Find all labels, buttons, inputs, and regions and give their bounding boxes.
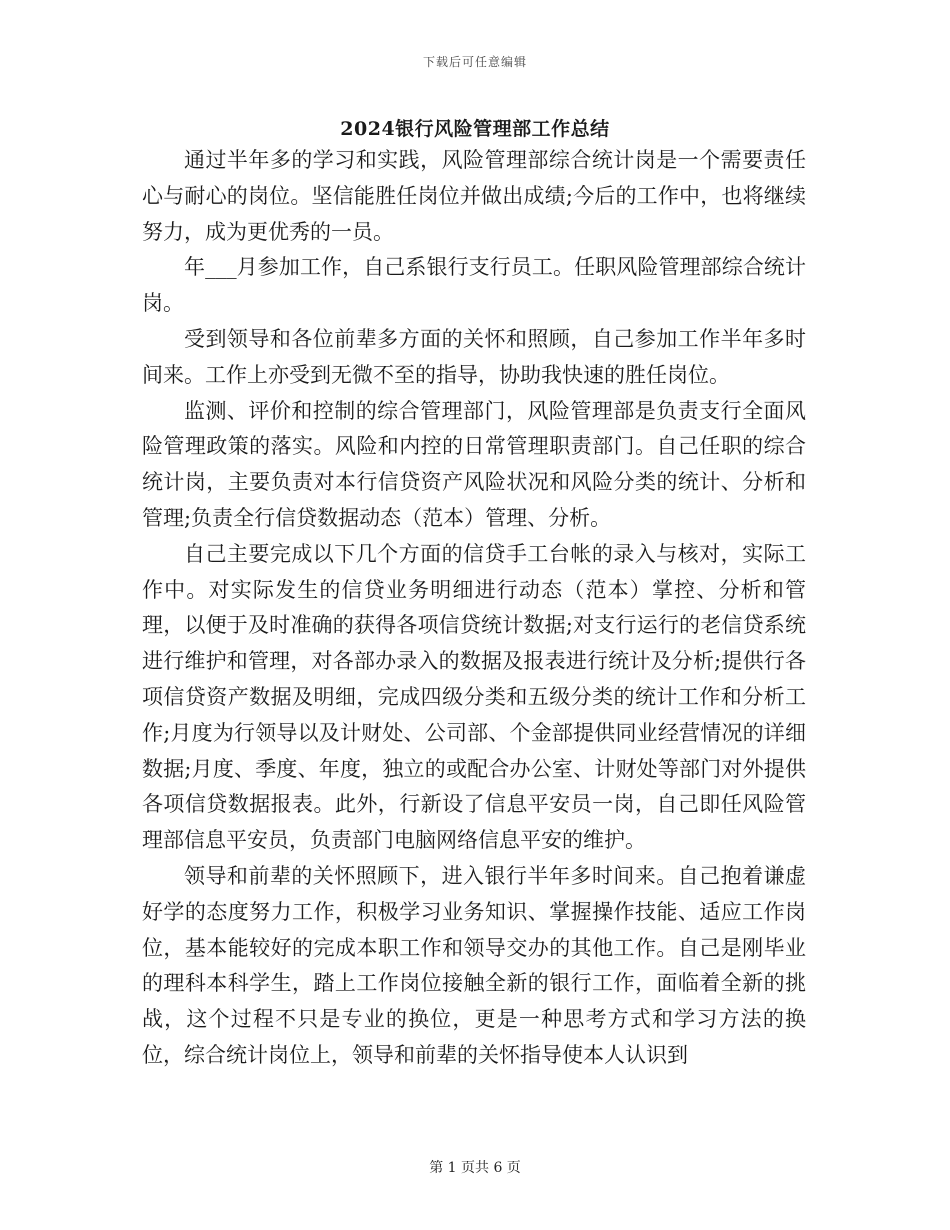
paragraph: 受到领导和各位前辈多方面的关怀和照顾，自己参加工作半年多时间来。工作上亦受到无微不至的指导，协助我快速的胜任岗位。: [142, 326, 806, 387]
paragraph: 领导和前辈的关怀照顾下，进入银行半年多时间来。自己抱着谦虚好学的态度努力工作，积极学习业务知识、掌握操作技能、适应工作岗位，基本能较好的完成本职工作和领导交办的其他工作。自己是刚毕业的理科本科学生，踏上工作岗位接触全新的银行工作，面临着全新的挑战，这个过程不只是专业的换位，更是一种思考方式和学习方法的换位，综合统计岗位上，领导和前辈的关怀指导使本人认识到: [142, 863, 806, 1067]
paragraph: 年___月参加工作，自己系银行支行员工。任职风险管理部综合统计岗。: [142, 255, 806, 316]
page-number: 第 1 页共 6 页: [429, 1160, 521, 1176]
paragraph: 自己主要完成以下几个方面的信贷手工台帐的录入与核对，实际工作中。对实际发生的信贷业务明细进行动态（范本）掌控、分析和管理，以便于及时准确的获得各项信贷统计数据;对支行运行的老信贷系统进行维护和管理，对各部办录入的数据及报表进行统计及分析;提供行各项信贷资产数据及明细，完成四级分类和五级分类的统计工作和分析工作;月度为行领导以及计财处、公司部、个金部提供同业经营情况的详细数据;月度、季度、年度，独立的或配合办公室、计财处等部门对外提供各项信贷数据报表。此外，行新设了信息平安员一岗，自己即任风险管理部信息平安员，负责部门电脑网络信息平安的维护。: [142, 541, 806, 853]
paragraph: 监测、评价和控制的综合管理部门，风险管理部是负责支行全面风险管理政策的落实。风险和内控的日常管理职责部门。自己任职的综合统计岗，主要负责对本行信贷资产风险状况和风险分类的统计、分析和管理;负责全行信贷数据动态（范本）管理、分析。: [142, 398, 806, 530]
document-body: [142, 143, 806, 1074]
document-title: 2024银行风险管理部工作总结: [340, 118, 610, 140]
download-note: 下载后可任意编辑: [422, 55, 527, 69]
paragraph: 通过半年多的学习和实践，风险管理部综合统计岗是一个需要责任心与耐心的岗位。坚信能胜任岗位并做出成绩;今后的工作中，也将继续努力，成为更优秀的一员。: [142, 148, 806, 244]
